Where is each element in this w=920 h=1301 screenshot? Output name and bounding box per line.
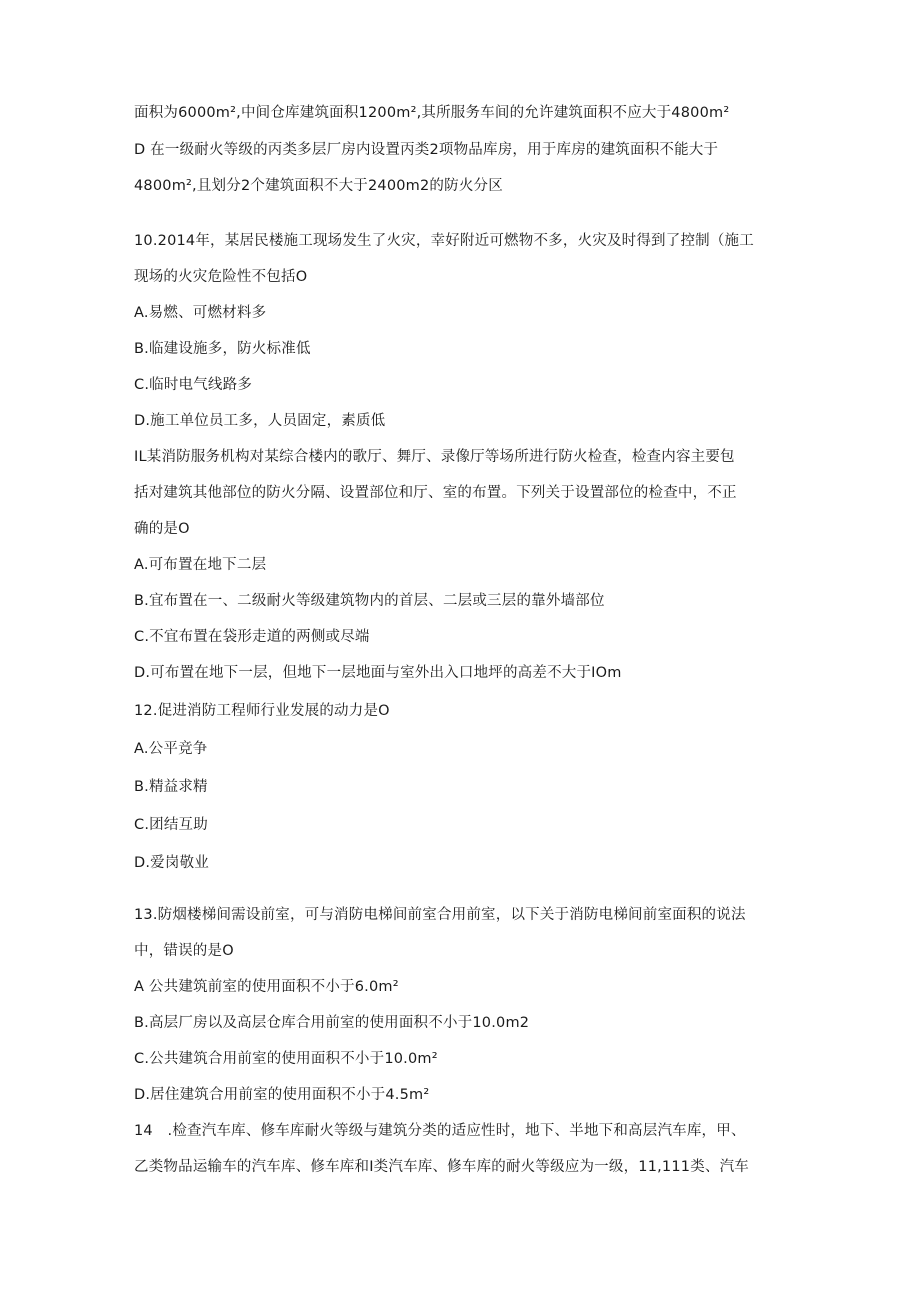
question-13-text: 中，错误的是O xyxy=(134,943,234,959)
question-10-text: 现场的火灾危险性不包括O xyxy=(134,269,308,285)
question-14-text: 乙类物品运输车的汽车库、修车库和I类汽车库、修车库的耐火等级应为一级，11,111类、汽车 xyxy=(134,1159,750,1175)
option-b: B.精益求精 xyxy=(134,779,208,795)
text-line: 4800m²,且划分2个建筑面积不大于2400m2的防火分区 xyxy=(134,178,503,194)
option-c: C.团结互助 xyxy=(134,817,208,833)
question-13-text: 13.防烟楼梯间需设前室，可与消防电梯间前室合用前室，以下关于消防电梯间前室面积的说法 xyxy=(134,907,746,923)
option-a: A.可布置在地下二层 xyxy=(134,557,267,573)
option-b: B.高层厂房以及高层仓库合用前室的使用面积不小于10.0m2 xyxy=(134,1015,530,1031)
option-a: A.易燃、可燃材料多 xyxy=(134,305,267,321)
option-c: C.公共建筑合用前室的使用面积不小于10.0m² xyxy=(134,1051,438,1067)
question-14-text: 14 .检查汽车库、修车库耐火等级与建筑分类的适应性时，地下、半地下和高层汽车库，甲、 xyxy=(134,1123,746,1139)
option-b: B.宜布置在一、二级耐火等级建筑物内的首层、二层或三层的靠外墙部位 xyxy=(134,593,605,609)
option-d: D.居住建筑合用前室的使用面积不小于4.5m² xyxy=(134,1087,430,1103)
option-c: C.不宜布置在袋形走道的两侧或尽端 xyxy=(134,629,370,645)
option-c: C.临时电气线路多 xyxy=(134,377,253,393)
option-d: D.爱岗敬业 xyxy=(134,855,209,871)
option-d: D.施工单位员工多，人员固定，素质低 xyxy=(134,413,386,429)
option-a: A.公平竞争 xyxy=(134,741,208,757)
question-12-text: 12.促进消防工程师行业发展的动力是O xyxy=(134,703,390,719)
question-11-text: 确的是O xyxy=(134,521,190,537)
option-d: D.可布置在地下一层，但地下一层地面与室外出入口地坪的高差不大于IOm xyxy=(134,665,622,681)
question-10-text: 10.2014年，某居民楼施工现场发生了火灾，幸好附近可燃物不多，火灾及时得到了控制（施工 xyxy=(134,233,754,249)
question-11-text: 括对建筑其他部位的防火分隔、设置部位和厅、室的布置。下列关于设置部位的检查中，不正 xyxy=(134,485,737,501)
text-line: 面积为6000m²,中间仓库建筑面积1200m²,其所服务车间的允许建筑面积不应大于4800m² xyxy=(134,105,730,121)
text-line: D 在一级耐火等级的丙类多层厂房内设置丙类2项物品库房，用于库房的建筑面积不能大于 xyxy=(134,142,719,158)
option-b: B.临建设施多，防火标准低 xyxy=(134,341,311,357)
option-a: A 公共建筑前室的使用面积不小于6.0m² xyxy=(134,979,399,995)
question-11-text: IL某消防服务机构对某综合楼内的歌厅、舞厅、录像厅等场所进行防火检查，检查内容主要包 xyxy=(134,449,735,465)
